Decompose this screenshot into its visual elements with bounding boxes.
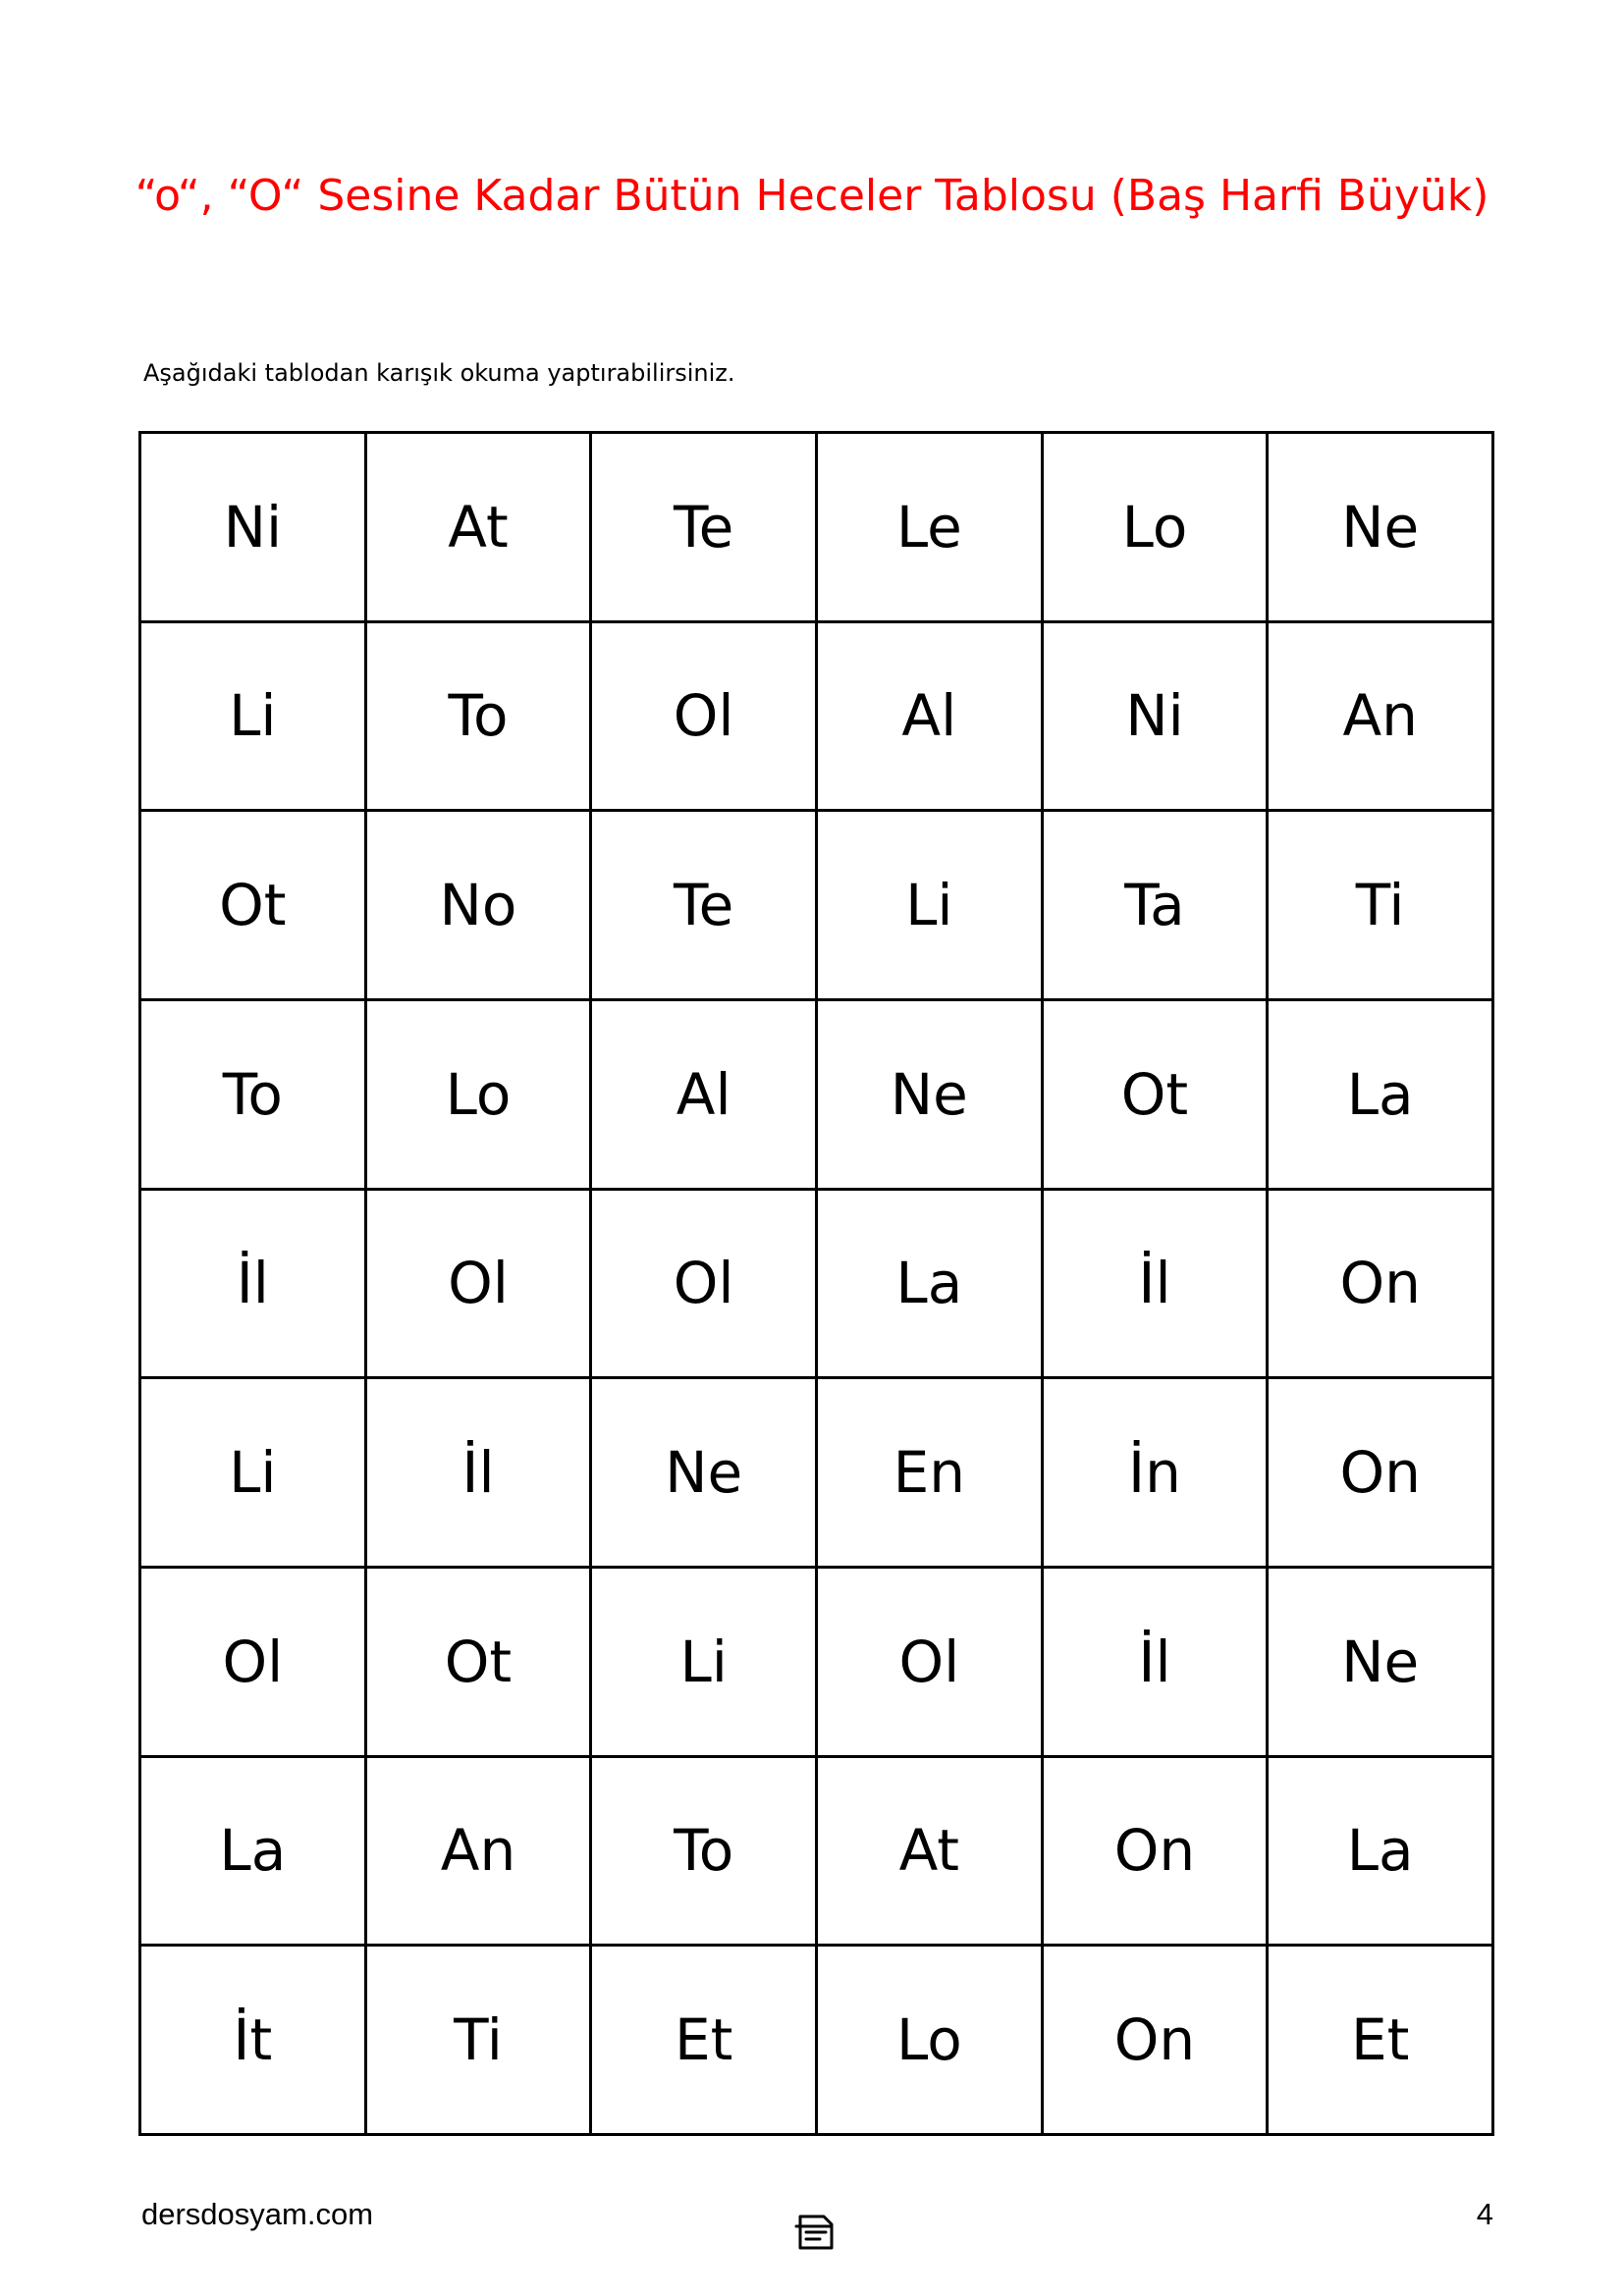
syllable-cell: Ti <box>1269 812 1494 1001</box>
syllable-cell: No <box>367 812 593 1001</box>
syllable-cell: Ta <box>1044 812 1270 1001</box>
syllable-cell: Le <box>818 434 1044 623</box>
syllable-cell: Lo <box>1044 434 1270 623</box>
syllable-cell: Ot <box>141 812 367 1001</box>
syllable-cell: Lo <box>367 1001 593 1191</box>
syllable-cell: Ot <box>1044 1001 1270 1191</box>
syllable-cell: Ol <box>367 1191 593 1380</box>
syllable-cell: Ne <box>1269 434 1494 623</box>
syllable-cell: İl <box>1044 1569 1270 1758</box>
syllable-cell: Li <box>818 812 1044 1001</box>
page-number: 4 <box>1476 2197 1493 2231</box>
syllable-cell: At <box>367 434 593 623</box>
footer-site-name: dersdosyam.com <box>141 2197 374 2231</box>
syllable-cell: Ol <box>818 1569 1044 1758</box>
syllable-cell: To <box>141 1001 367 1191</box>
syllable-cell: Et <box>1269 1947 1494 2136</box>
syllable-cell: Te <box>592 434 818 623</box>
syllable-cell: Ol <box>141 1569 367 1758</box>
syllable-cell: En <box>818 1379 1044 1569</box>
syllable-cell: An <box>1269 623 1494 813</box>
syllable-cell: Al <box>592 1001 818 1191</box>
syllable-cell: On <box>1044 1947 1270 2136</box>
syllable-cell: On <box>1269 1379 1494 1569</box>
syllable-cell: Lo <box>818 1947 1044 2136</box>
syllable-cell: İl <box>367 1379 593 1569</box>
syllable-cell: İn <box>1044 1379 1270 1569</box>
syllable-cell: An <box>367 1758 593 1948</box>
syllable-cell: Ne <box>818 1001 1044 1191</box>
syllable-cell: At <box>818 1758 1044 1948</box>
document-lines-icon <box>794 2213 838 2252</box>
syllable-cell: Ol <box>592 623 818 813</box>
syllable-cell: İl <box>1044 1191 1270 1380</box>
syllable-cell: İl <box>141 1191 367 1380</box>
page-title: “o“, “O“ Sesine Kadar Bütün Heceler Tablosu (Baş Harfi Büyük) <box>135 171 1489 221</box>
syllable-cell: Te <box>592 812 818 1001</box>
syllable-cell: Ot <box>367 1569 593 1758</box>
syllable-cell: La <box>1269 1758 1494 1948</box>
syllable-cell: La <box>141 1758 367 1948</box>
syllable-cell: Li <box>592 1569 818 1758</box>
syllable-cell: Li <box>141 1379 367 1569</box>
syllable-cell: İt <box>141 1947 367 2136</box>
syllable-cell: La <box>1269 1001 1494 1191</box>
syllable-cell: Ti <box>367 1947 593 2136</box>
syllable-cell: La <box>818 1191 1044 1380</box>
syllable-cell: Al <box>818 623 1044 813</box>
syllable-cell: Ni <box>141 434 367 623</box>
syllable-cell: Li <box>141 623 367 813</box>
syllable-cell: On <box>1269 1191 1494 1380</box>
syllable-cell: Ne <box>592 1379 818 1569</box>
syllable-cell: To <box>592 1758 818 1948</box>
syllable-cell: To <box>367 623 593 813</box>
syllable-cell: Et <box>592 1947 818 2136</box>
instruction-text: Aşağıdaki tablodan karışık okuma yaptırabilirsiniz. <box>143 359 735 387</box>
syllable-table <box>138 431 1494 2136</box>
syllable-cell: Ne <box>1269 1569 1494 1758</box>
syllable-cell: Ol <box>592 1191 818 1380</box>
syllable-cell: Ni <box>1044 623 1270 813</box>
syllable-cell: On <box>1044 1758 1270 1948</box>
